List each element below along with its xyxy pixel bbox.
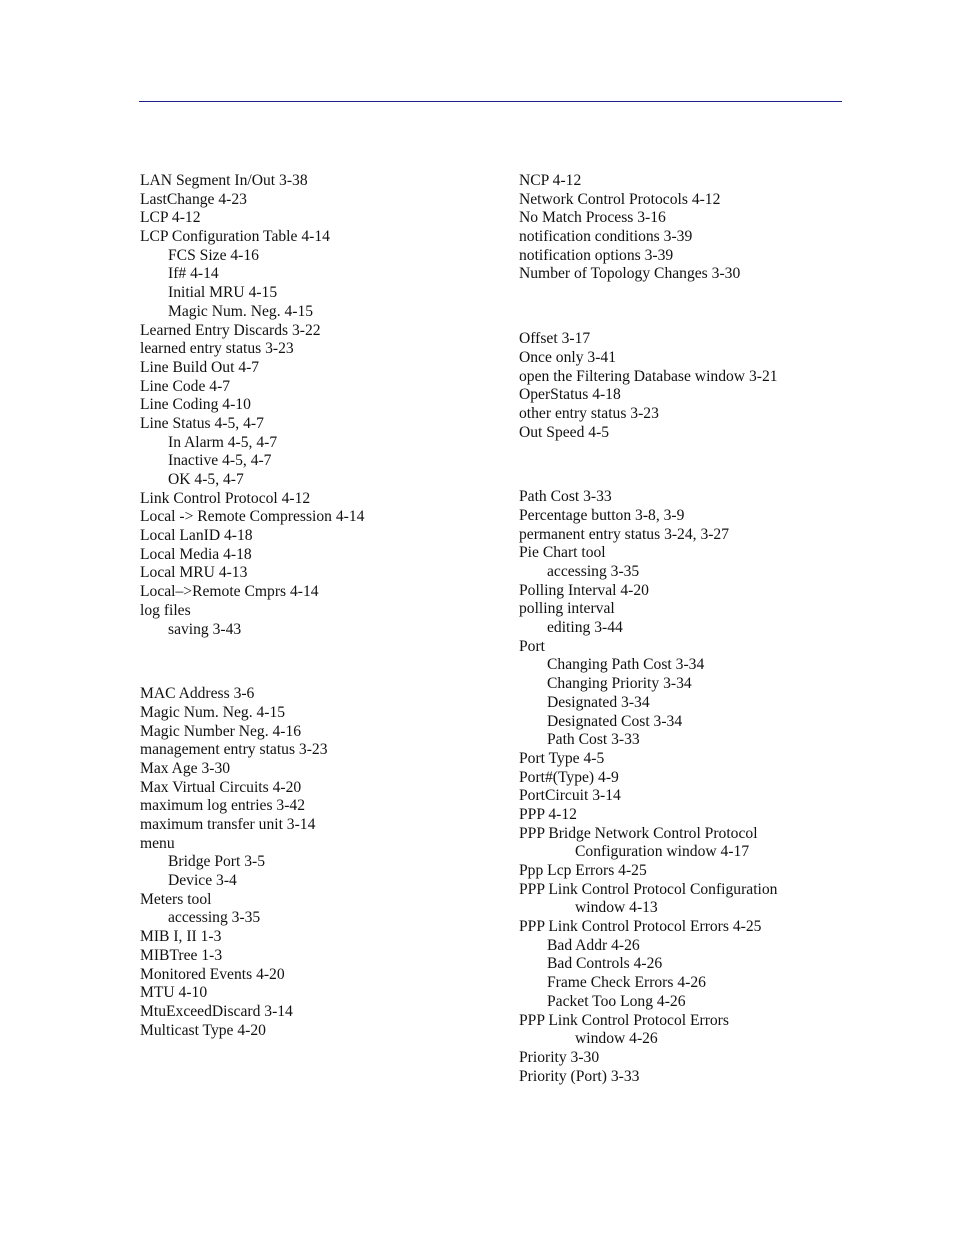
index-subentry: accessing 3-35 [168, 909, 261, 927]
index-entry: Local Media 4-18 [140, 545, 252, 563]
index-subentry: Bad Controls 4-26 [547, 955, 663, 973]
index-column-left [140, 172, 500, 1040]
index-entry: open the Filtering Database window 3-21 [519, 367, 778, 385]
index-entry: Local MRU 4-13 [140, 564, 248, 582]
index-entry: Local -> Remote Compression 4-14 [140, 508, 365, 526]
index-entry: Port#(Type) 4-9 [519, 768, 619, 786]
index-subentry: accessing 3-35 [547, 563, 640, 580]
index-entry: LCP 4-12 [140, 209, 201, 227]
index-subentry: Magic Num. Neg. 4-15 [168, 302, 314, 320]
index-entry: Line Coding 4-10 [140, 396, 251, 414]
index-entry: LastChange 4-23 [140, 190, 247, 208]
index-entry: MIB I, II 1-3 [140, 928, 222, 946]
index-entry: MtuExceedDiscard 3-14 [140, 1002, 293, 1020]
index-subentry: Configuration window 4-17 [575, 843, 750, 861]
index-entry: LCP Configuration Table 4-14 [140, 228, 330, 246]
index-entry: Port [519, 637, 545, 655]
index-entry: Number of Topology Changes 3-30 [519, 265, 741, 283]
index-section-gap [519, 442, 849, 488]
index-entry: Meters tool [140, 890, 212, 908]
index-entry: Line Code 4-7 [140, 377, 231, 395]
index-entry: PPP Link Control Protocol Configuration [519, 880, 778, 898]
index-entry: Polling Interval 4-20 [519, 581, 649, 599]
index-entry: Pie Chart tool [519, 544, 606, 562]
index-subentry: window 4-13 [575, 899, 658, 917]
index-entry: PPP Link Control Protocol Errors [519, 1011, 729, 1029]
index-subentry: Packet Too Long 4-26 [547, 992, 686, 1010]
index-subentry: Frame Check Errors 4-26 [547, 974, 706, 992]
index-entry: Local–>Remote Cmprs 4-14 [140, 583, 319, 601]
index-entry: PPP Link Control Protocol Errors 4-25 [519, 918, 762, 936]
index-subentry: Path Cost 3-33 [547, 731, 640, 749]
index-subentry: window 4-26 [575, 1030, 658, 1048]
index-entry: Multicast Type 4-20 [140, 1021, 266, 1039]
index-entry: log files [140, 601, 191, 619]
index-entry: Priority (Port) 3-33 [519, 1067, 640, 1085]
index-entry: MTU 4-10 [140, 984, 208, 1002]
index-entry: Monitored Events 4-20 [140, 965, 285, 983]
index-entry: polling interval [519, 600, 615, 618]
index-subentry: Bad Addr 4-26 [547, 936, 640, 954]
index-entry: Once only 3-41 [519, 348, 617, 366]
index-entry: Percentage button 3-8, 3-9 [519, 506, 685, 524]
index-section-gap [519, 284, 849, 330]
index-entry: Path Cost 3-33 [519, 488, 612, 506]
index-entry: No Match Process 3-16 [519, 209, 666, 227]
header-rule [139, 101, 842, 102]
index-entry: MIBTree 1-3 [140, 946, 223, 964]
index-entry: Priority 3-30 [519, 1048, 600, 1066]
index-entry: Port Type 4-5 [519, 749, 605, 767]
index-subentry: Initial MRU 4-15 [168, 284, 278, 302]
index-subentry: editing 3-44 [547, 619, 623, 637]
index-entry: Magic Number Neg. 4-16 [140, 722, 302, 740]
index-entry: Out Speed 4-5 [519, 423, 610, 441]
index-subentry: OK 4-5, 4-7 [168, 471, 244, 488]
index-entry: maximum log entries 3-42 [140, 797, 306, 815]
index-entry: Line Status 4-5, 4-7 [140, 414, 264, 432]
index-entry: notification conditions 3-39 [519, 228, 693, 246]
index-subentry: Inactive 4-5, 4-7 [168, 452, 272, 470]
index-entry: LAN Segment In/Out 3-38 [140, 172, 308, 189]
index-entry: management entry status 3-23 [140, 741, 328, 759]
index-subentry: FCS Size 4-16 [168, 246, 259, 264]
index-entry: Magic Num. Neg. 4-15 [140, 703, 286, 721]
index-subentry: Device 3-4 [168, 872, 237, 890]
index-subentry: saving 3-43 [168, 620, 242, 638]
index-entry: permanent entry status 3-24, 3-27 [519, 525, 730, 543]
index-entry: PortCircuit 3-14 [519, 787, 621, 805]
index-entry: Network Control Protocols 4-12 [519, 190, 721, 208]
index-subentry: Bridge Port 3-5 [168, 853, 266, 871]
index-entry: learned entry status 3-23 [140, 340, 294, 358]
index-entry: MAC Address 3-6 [140, 685, 255, 703]
index-entry: OperStatus 4-18 [519, 386, 621, 404]
index-entry: Max Virtual Circuits 4-20 [140, 778, 302, 796]
index-entry: Max Age 3-30 [140, 759, 231, 777]
index-entry: Learned Entry Discards 3-22 [140, 321, 321, 339]
index-entry: PPP Bridge Network Control Protocol [519, 824, 758, 842]
index-column-right [519, 172, 849, 1086]
index-entry: notification options 3-39 [519, 246, 674, 264]
index-entry: maximum transfer unit 3-14 [140, 816, 316, 833]
index-entry: Offset 3-17 [519, 330, 591, 348]
index-entry: PPP 4-12 [519, 805, 577, 823]
index-entry: Line Build Out 4-7 [140, 358, 260, 376]
index-subentry: Designated Cost 3-34 [547, 712, 683, 730]
index-subentry: Changing Path Cost 3-34 [547, 656, 705, 674]
index-subentry: Designated 3-34 [547, 693, 650, 711]
index-section-gap [140, 639, 500, 685]
index-entry: Ppp Lcp Errors 4-25 [519, 862, 647, 879]
index-entry: other entry status 3-23 [519, 404, 659, 422]
index-entry: menu [140, 834, 175, 852]
index-subentry: If# 4-14 [168, 265, 219, 283]
index-subentry: Changing Priority 3-34 [547, 675, 692, 693]
index-entry: NCP 4-12 [519, 172, 582, 189]
index-entry: Local LanID 4-18 [140, 527, 253, 545]
index-subentry: In Alarm 4-5, 4-7 [168, 433, 278, 451]
index-entry: Link Control Protocol 4-12 [140, 489, 311, 507]
